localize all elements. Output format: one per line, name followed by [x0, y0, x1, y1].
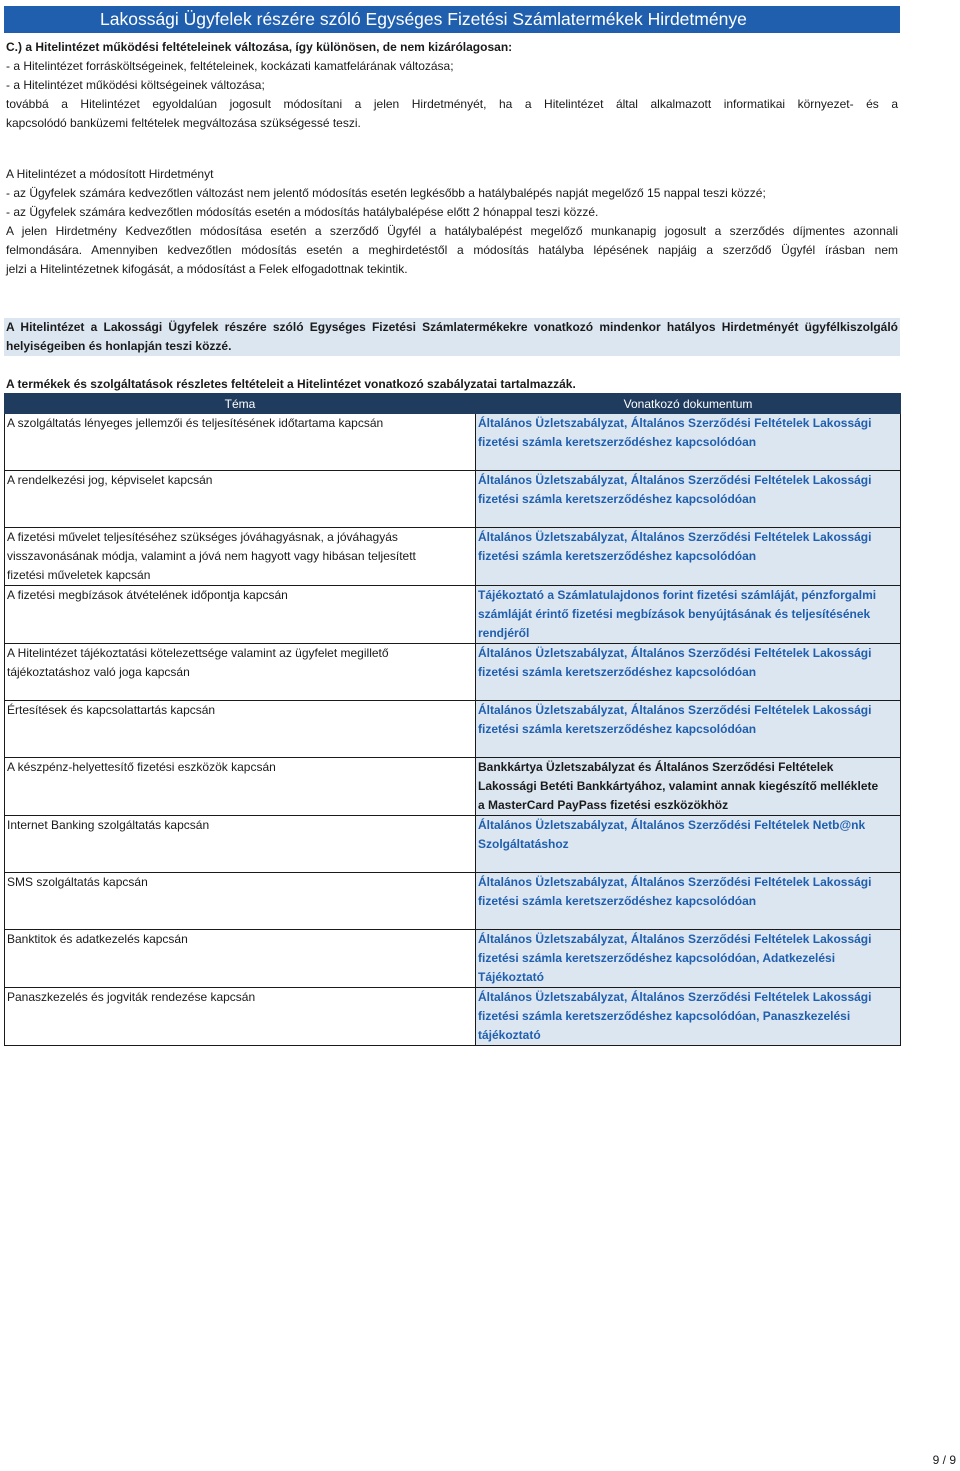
document-link[interactable]: fizetési számla keretszerződéshez kapcsolódóan [478, 894, 757, 908]
table-row [5, 816, 901, 873]
table-row [5, 701, 901, 758]
publication-notice [4, 318, 900, 356]
document-cell[interactable] [476, 988, 901, 1046]
topic-text: visszavonásának módja, valamint a jóvá nem hagyott vagy hibásan teljesített [7, 549, 416, 563]
topic-text: fizetési műveletek kapcsán [7, 568, 151, 582]
document-link[interactable]: a MasterCard PayPass fizetési eszközökhöz [478, 798, 729, 812]
document-link[interactable]: Lakossági Betéti Bankkártyához, valamint annak kiegészítő melléklete [478, 779, 879, 793]
topic-cell [5, 873, 476, 930]
document-link[interactable]: Tájékoztató [478, 970, 545, 984]
topic-text: A fizetési megbízások átvételének időpontja kapcsán [7, 588, 288, 602]
section-c [6, 38, 898, 133]
topic-text: A szolgáltatás lényeges jellemzői és teljesítésének időtartama kapcsán [7, 416, 384, 430]
topic-text: Internet Banking szolgáltatás kapcsán [7, 818, 210, 832]
topic-text: A fizetési művelet teljesítéséhez szükséges jóváhagyásnak, a jóváhagyás [7, 530, 398, 544]
document-link[interactable]: fizetési számla keretszerződéshez kapcsolódóan [478, 549, 757, 563]
notice-line: A Hitelintézet a Lakossági Ügyfelek részére szóló Egységes Fizetési Számlatermékekre vonatkozó mindenkor hatályos Hirdetményét ügyfélkiszolgáló [6, 320, 898, 334]
document-link[interactable]: Szolgáltatáshoz [478, 837, 569, 851]
document-link[interactable]: Általános Üzletszabályzat, Általános Szerződési Feltételek Netb@nk [478, 818, 866, 832]
topic-cell [5, 586, 476, 644]
page-header [4, 6, 900, 33]
topic-cell [5, 414, 476, 471]
documents-table [4, 393, 901, 1046]
document-link[interactable]: Általános Üzletszabályzat, Általános Szerződési Feltételek Lakossági [478, 875, 872, 889]
modification-line: A jelen Hirdetmény Kedvezőtlen módosítása esetén a szerződő Ügyfél a hatálybalépést megelőző munkanapig jogosult a szerződés díjmentes azonnali [6, 224, 898, 238]
topic-text: Panaszkezelés és jogviták rendezése kapcsán [7, 990, 256, 1004]
modification-line: - az Ügyfelek számára kedvezőtlen változást nem jelentő módosítás esetén legkésőbb a hatálybalépés napját megelőző 15 nappal teszi közzé; [6, 186, 766, 200]
document-link[interactable]: Általános Üzletszabályzat, Általános Szerződési Feltételek Lakossági [478, 932, 872, 946]
document-link[interactable]: Általános Üzletszabályzat, Általános Szerződési Feltételek Lakossági [478, 416, 872, 430]
document-cell[interactable] [476, 701, 901, 758]
column-header-topic: Téma [5, 394, 476, 414]
document-link[interactable]: Tájékoztató a Számlatulajdonos forint fizetési számláját, pénzforgalmi [478, 588, 877, 602]
document-cell[interactable] [476, 414, 901, 471]
page-title: Lakossági Ügyfelek részére szóló Egységes Fizetési Számlatermékek Hirdetménye [100, 9, 747, 29]
document-link[interactable]: Általános Üzletszabályzat, Általános Szerződési Feltételek Lakossági [478, 530, 872, 544]
topic-cell [5, 816, 476, 873]
topic-cell [5, 471, 476, 528]
topic-text: Értesítések és kapcsolattartás kapcsán [7, 703, 216, 717]
table-row [5, 471, 901, 528]
column-header-document: Vonatkozó dokumentum [476, 394, 901, 414]
notice-line: helyiségeiben és honlapján teszi közzé. [6, 339, 232, 353]
document-link[interactable]: tájékoztató [478, 1028, 541, 1042]
topic-cell [5, 701, 476, 758]
table-row [5, 586, 901, 644]
document-cell[interactable] [476, 471, 901, 528]
detail-text: A termékek és szolgáltatások részletes feltételeit a Hitelintézet vonatkozó szabályzatai tartalmazzák. [6, 377, 576, 391]
document-link[interactable]: fizetési számla keretszerződéshez kapcsolódóan [478, 722, 757, 736]
document-link[interactable]: fizetési számla keretszerződéshez kapcsolódóan, Adatkezelési [478, 951, 836, 965]
topic-text: Banktitok és adatkezelés kapcsán [7, 932, 188, 946]
document-link[interactable]: számláját érintő fizetési megbízások benyújtásának és teljesítésének [478, 607, 871, 621]
modification-line: felmondására. Amennyiben kedvezőtlen módosítás esetén a meghirdetéstől a módosítás hatályba lépésének napjáig a szerződő Ügyfél írásban nem [6, 243, 898, 257]
section-c-line: továbbá a Hitelintézet egyoldalúan jogosult módosítani a jelen Hirdetményét, ha a Hitelintézet által alkalmazott informatikai környezet- és a [6, 97, 898, 111]
document-link[interactable]: Általános Üzletszabályzat, Általános Szerződési Feltételek Lakossági [478, 703, 872, 717]
modification-section [6, 165, 898, 279]
topic-cell [5, 644, 476, 701]
document-cell[interactable] [476, 586, 901, 644]
table-row [5, 873, 901, 930]
topic-text: A készpénz-helyettesítő fizetési eszközök kapcsán [7, 760, 276, 774]
document-cell[interactable] [476, 816, 901, 873]
table-row [5, 644, 901, 701]
topic-text: tájékoztatáshoz való joga kapcsán [7, 665, 190, 679]
modification-line: A Hitelintézet a módosított Hirdetményt [6, 167, 214, 181]
document-link[interactable]: fizetési számla keretszerződéshez kapcsolódóan [478, 492, 757, 506]
modification-line: - az Ügyfelek számára kedvezőtlen módosítás esetén a módosítás hatálybalépése előtt 2 hónappal teszi közzé. [6, 205, 599, 219]
topic-cell [5, 528, 476, 586]
section-c-line: C.) a Hitelintézet működési feltételeinek változása, így különösen, de nem kizárólagosan: [6, 40, 513, 54]
document-link[interactable]: Általános Üzletszabályzat, Általános Szerződési Feltételek Lakossági [478, 473, 872, 487]
section-c-line: - a Hitelintézet forrásköltségeinek, feltételeinek, kockázati kamatfelárának változása; [6, 59, 454, 73]
section-c-line: kapcsolódó banküzemi feltételek megváltozása szükségessé teszi. [6, 116, 361, 130]
document-cell[interactable] [476, 873, 901, 930]
table-row [5, 988, 901, 1046]
topic-cell [5, 930, 476, 988]
document-cell[interactable] [476, 930, 901, 988]
table-header-row [5, 394, 901, 414]
document-link[interactable]: Bankkártya Üzletszabályzat és Általános Szerződési Feltételek [478, 760, 834, 774]
document-link[interactable]: fizetési számla keretszerződéshez kapcsolódóan [478, 665, 757, 679]
topic-cell [5, 758, 476, 816]
document-link[interactable]: rendjéről [478, 626, 530, 640]
topic-text: A Hitelintézet tájékoztatási kötelezettsége valamint az ügyfelet megillető [7, 646, 389, 660]
topic-text: SMS szolgáltatás kapcsán [7, 875, 148, 889]
table-row [5, 414, 901, 471]
document-link[interactable]: Általános Üzletszabályzat, Általános Szerződési Feltételek Lakossági [478, 646, 872, 660]
modification-line: jelzi a Hitelintézetnek kifogását, a módosítást a Felek elfogadottnak tekintik. [6, 262, 408, 276]
document-cell[interactable] [476, 758, 901, 816]
document-link[interactable]: Általános Üzletszabályzat, Általános Szerződési Feltételek Lakossági [478, 990, 872, 1004]
table-row [5, 528, 901, 586]
table-row [5, 758, 901, 816]
table-row [5, 930, 901, 988]
topic-cell [5, 988, 476, 1046]
topic-text: A rendelkezési jog, képviselet kapcsán [7, 473, 213, 487]
document-link[interactable]: fizetési számla keretszerződéshez kapcsolódóan [478, 435, 757, 449]
document-cell[interactable] [476, 528, 901, 586]
document-link[interactable]: fizetési számla keretszerződéshez kapcsolódóan, Panaszkezelési [478, 1009, 851, 1023]
document-cell[interactable] [476, 644, 901, 701]
section-c-line: - a Hitelintézet működési költségeinek változása; [6, 78, 265, 92]
page-number: 9 / 9 [932, 1453, 956, 1467]
